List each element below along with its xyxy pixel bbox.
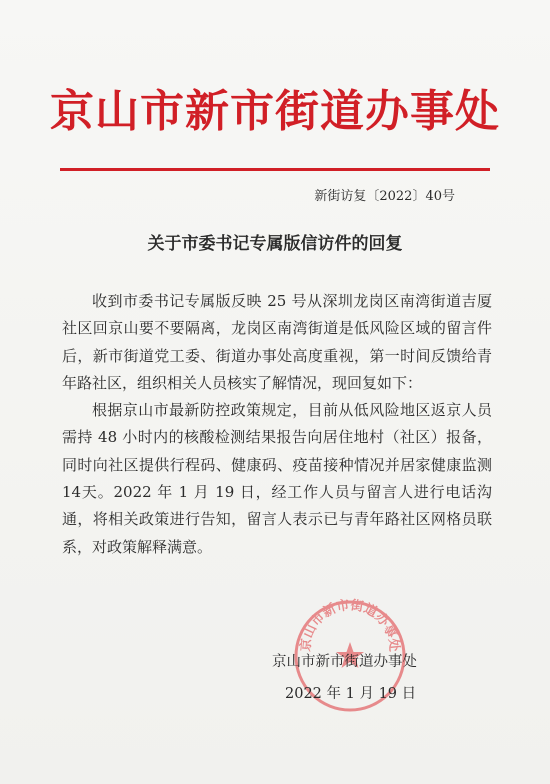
issuing-authority-title: 京山市新市街道办事处 [50, 86, 500, 137]
document-title: 关于市委书记专属版信访件的回复 [147, 234, 403, 254]
body-text [62, 288, 492, 561]
signature-date: 2022 年 1 月 19 日 [285, 686, 417, 702]
signature-organization: 京山市新市街道办事处 [272, 654, 417, 670]
red-separator-line [60, 168, 490, 171]
document-number: 新街访复〔2022〕40号 [314, 189, 455, 204]
seal-text: 京山市新市街道办事处 [298, 598, 402, 653]
body-paragraph-1: 收到市委书记专属版反映 25 号从深圳龙岗区南湾街道吉厦社区回京山要不要隔离，龙岗区南湾街道是低风险区域的留言件后，新市街道党工委、街道办事处高度重视，第一时间反馈给青年路社区，组织相关人员核实了解情况，现回复如下： [62, 292, 492, 392]
body-paragraph-2: 根据京山市最新防控政策规定，目前从低风险地区返京人员需持 48 小时内的核酸检测结果报告向居住地村（社区）报备，同时向社区提供行程码、健康码、疫苗接种情况并居家健康监测14天。2022 年 1 月 19 日，经工作人员与留言人进行电话沟通，将相关政策进行告知，留言人表示已与青年路社区网格员联系，对政策解释满意。 [62, 401, 492, 556]
